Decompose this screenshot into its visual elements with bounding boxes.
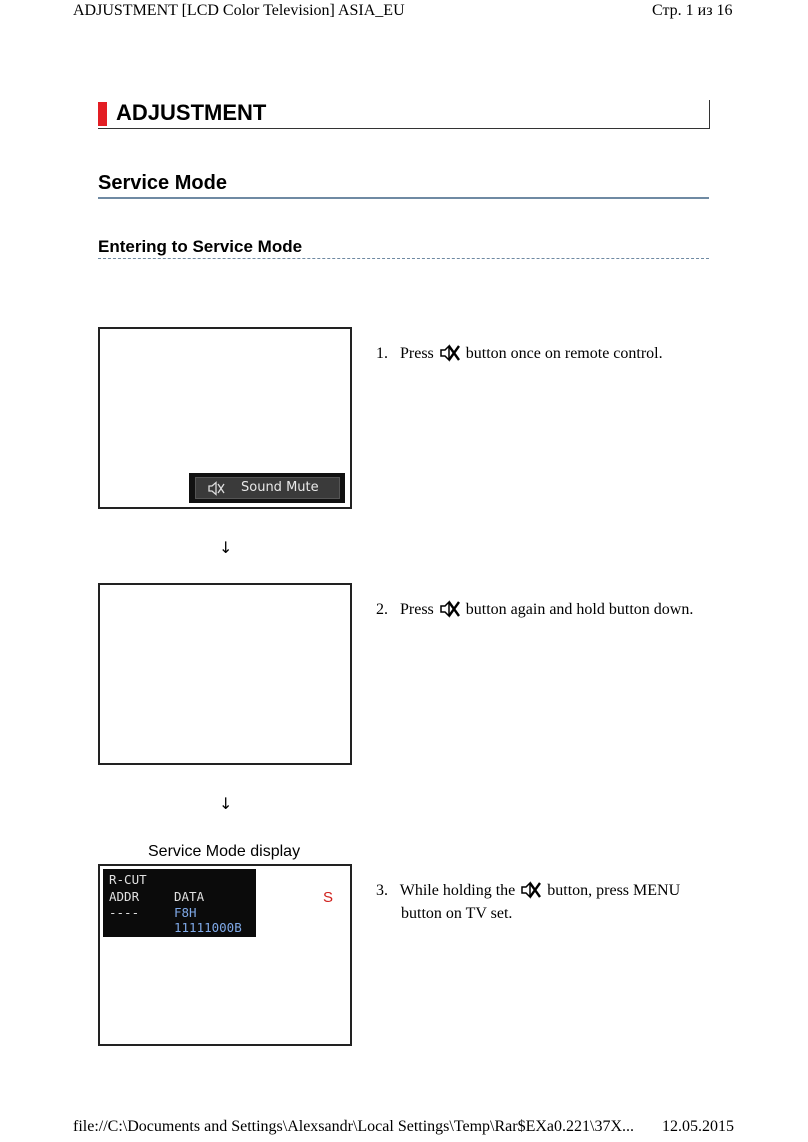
step-text: button again and hold button down.	[465, 601, 694, 618]
service-indicator: S	[323, 889, 334, 906]
section-divider	[98, 197, 709, 199]
step-text: While holding the	[399, 882, 516, 899]
step-text: Press	[400, 601, 434, 618]
page-header-title: ADJUSTMENT [LCD Color Television] ASIA_EU	[73, 2, 405, 19]
down-arrow-icon: ↓	[219, 794, 233, 813]
step-1-text	[376, 342, 663, 365]
page-number: Стр. 1 из 16	[652, 2, 733, 19]
tv-screen-service-mode	[98, 864, 352, 1046]
step-number: 2.	[376, 601, 388, 618]
title-accent-mark	[98, 102, 107, 126]
addr-label: ADDR	[109, 889, 140, 904]
sound-mute-osd	[189, 473, 345, 503]
step-number: 3.	[376, 882, 388, 899]
step-3-text	[376, 879, 680, 925]
data-value-binary: 11111000B	[174, 920, 242, 935]
step-text: button once on remote control.	[465, 345, 663, 362]
speaker-mute-icon	[208, 481, 226, 496]
data-label: DATA	[174, 889, 205, 904]
subsection-title: Entering to Service Mode	[98, 237, 303, 256]
data-value-hex: F8H	[174, 905, 197, 920]
step-text: Press	[400, 345, 434, 362]
footer-date: 12.05.2015	[662, 1118, 734, 1135]
section-title: Service Mode	[98, 172, 227, 194]
page-title: ADJUSTMENT	[116, 100, 267, 125]
subsection-divider	[98, 258, 709, 259]
service-mode-label: R-CUT	[109, 872, 147, 887]
service-mode-caption: Service Mode display	[148, 843, 301, 860]
addr-value: ----	[109, 905, 140, 920]
tv-screen-step-2	[98, 583, 352, 765]
sound-mute-label: Sound Mute	[241, 480, 319, 495]
tv-screen-step-1	[98, 327, 352, 509]
mute-icon	[521, 881, 541, 899]
mute-icon	[440, 600, 460, 618]
down-arrow-icon: ↓	[219, 538, 233, 557]
service-mode-panel	[103, 869, 256, 937]
step-text-continued: button on TV set.	[401, 905, 513, 922]
step-2-text	[376, 598, 693, 621]
step-text: button, press MENU	[547, 882, 681, 899]
footer-file-path: file://C:\Documents and Settings\Alexsandr\Local Settings\Temp\Rar$EXa0.221\37X...	[73, 1118, 635, 1135]
mute-icon	[440, 344, 460, 362]
step-number: 1.	[376, 345, 388, 362]
